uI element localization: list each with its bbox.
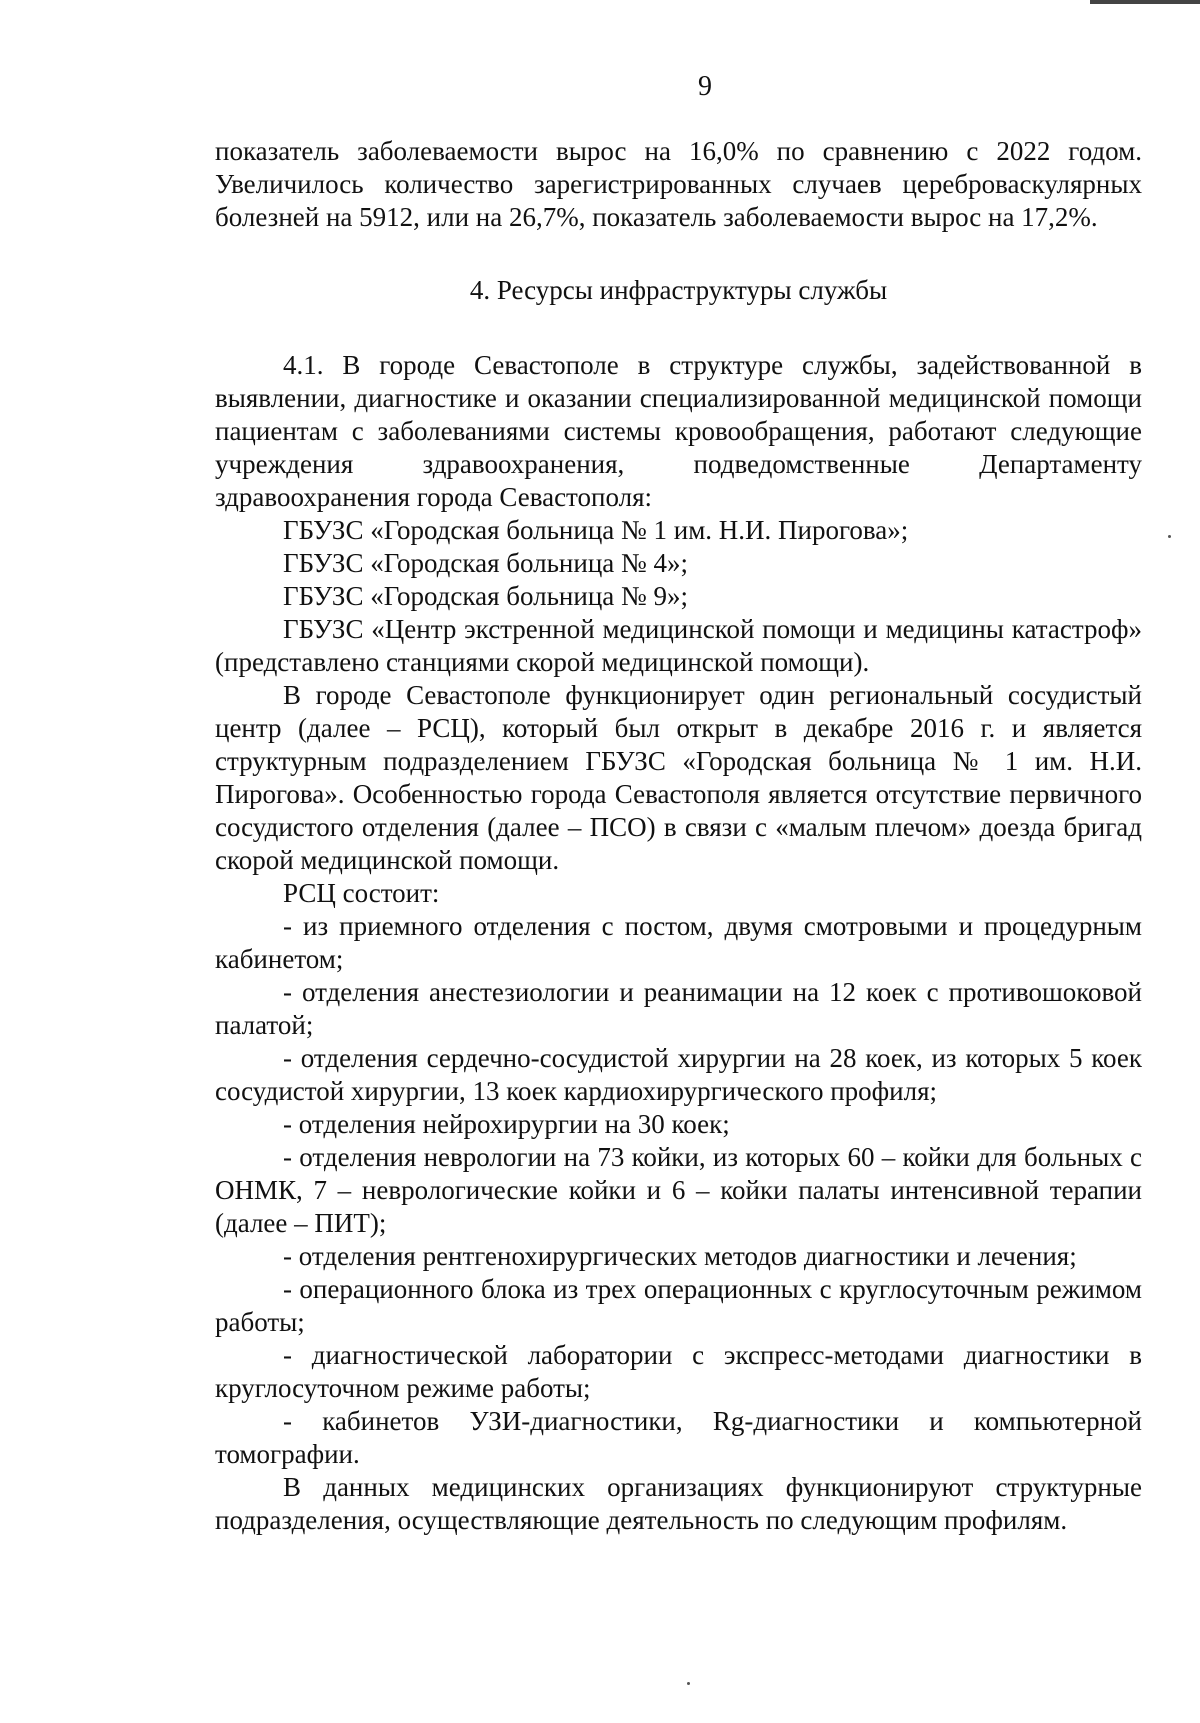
- scan-speck: [1168, 535, 1171, 538]
- rsc-paragraph: В городе Севастополе функционирует один региональный сосудистый центр (далее – РСЦ), который был открыт в декабре 2016 г. и является структурным подразделением ГБУЗС «Городская больница № 1 им. Н.И. Пирогова». Особенностью города Севастополя является отсутствие первичного сосудистого отделения (далее – ПСО) в связи с «малым плечом» доезда бригад скорой медицинской помощи.: [215, 680, 1142, 875]
- rsc-list-item: - отделения анестезиологии и реанимации на 12 коек с противошоковой палатой;: [215, 977, 1142, 1040]
- rsc-list-item: - отделения неврологии на 73 койки, из которых 60 – койки для больных с ОНМК, 7 – неврологические койки и 6 – койки палаты интенсивной терапии (далее – ПИТ);: [215, 1142, 1142, 1238]
- rsc-consists-heading: РСЦ состоит:: [283, 878, 440, 908]
- closing-paragraph: В данных медицинских организациях функционируют структурные подразделения, осуществляющие деятельность по следующим профилям.: [215, 1472, 1142, 1535]
- rsc-list-item: - отделения нейрохирургии на 30 коек;: [283, 1109, 730, 1139]
- rsc-list-item: - операционного блока из трех операционных с круглосуточным режимом работы;: [215, 1274, 1142, 1337]
- institution-item: ГБУЗС «Городская больница № 1 им. Н.И. Пирогова»;: [283, 515, 909, 545]
- rsc-list-item: - отделения сердечно-сосудистой хирургии на 28 коек, из которых 5 коек сосудистой хирургии, 13 коек кардиохирургического профиля;: [215, 1043, 1142, 1106]
- intro-paragraph: показатель заболеваемости вырос на 16,0% по сравнению с 2022 годом. Увеличилось количество зарегистрированных случаев цереброваскулярных болезней на 5912, или на 26,7%, показатель заболеваемости вырос на 17,2%.: [215, 136, 1142, 232]
- rsc-list-item: - из приемного отделения с постом, двумя смотровыми и процедурным кабинетом;: [215, 911, 1142, 974]
- page-number: 9: [698, 71, 712, 102]
- scan-speck: [687, 1682, 690, 1685]
- scan-edge-mark: [1090, 0, 1200, 4]
- rsc-list-item: - отделения рентгенохирургических методов диагностики и лечения;: [283, 1241, 1077, 1271]
- institution-item: ГБУЗС «Центр экстренной медицинской помощи и медицины катастроф» (представлено станциями скорой медицинской помощи).: [215, 614, 1142, 677]
- rsc-list-item: - диагностической лаборатории с экспресс-методами диагностики в круглосуточном режиме работы;: [215, 1340, 1142, 1403]
- paragraph-4-1: 4.1. В городе Севастополе в структуре службы, задействованной в выявлении, диагностике и оказании специализированной медицинской помощи пациентам с заболеваниями системы кровообращения, работают следующие учреждения здравоохранения, подведомственные Департаменту здравоохранения города Севастополя:: [215, 350, 1142, 512]
- rsc-list-item: - кабинетов УЗИ-диагностики, Rg-диагностики и компьютерной томографии.: [215, 1406, 1142, 1469]
- institution-item: ГБУЗС «Городская больница № 4»;: [283, 548, 689, 578]
- document-body: [215, 135, 1142, 1537]
- section-heading: 4. Ресурсы инфраструктуры службы: [469, 275, 888, 305]
- institution-item: ГБУЗС «Городская больница № 9»;: [283, 581, 689, 611]
